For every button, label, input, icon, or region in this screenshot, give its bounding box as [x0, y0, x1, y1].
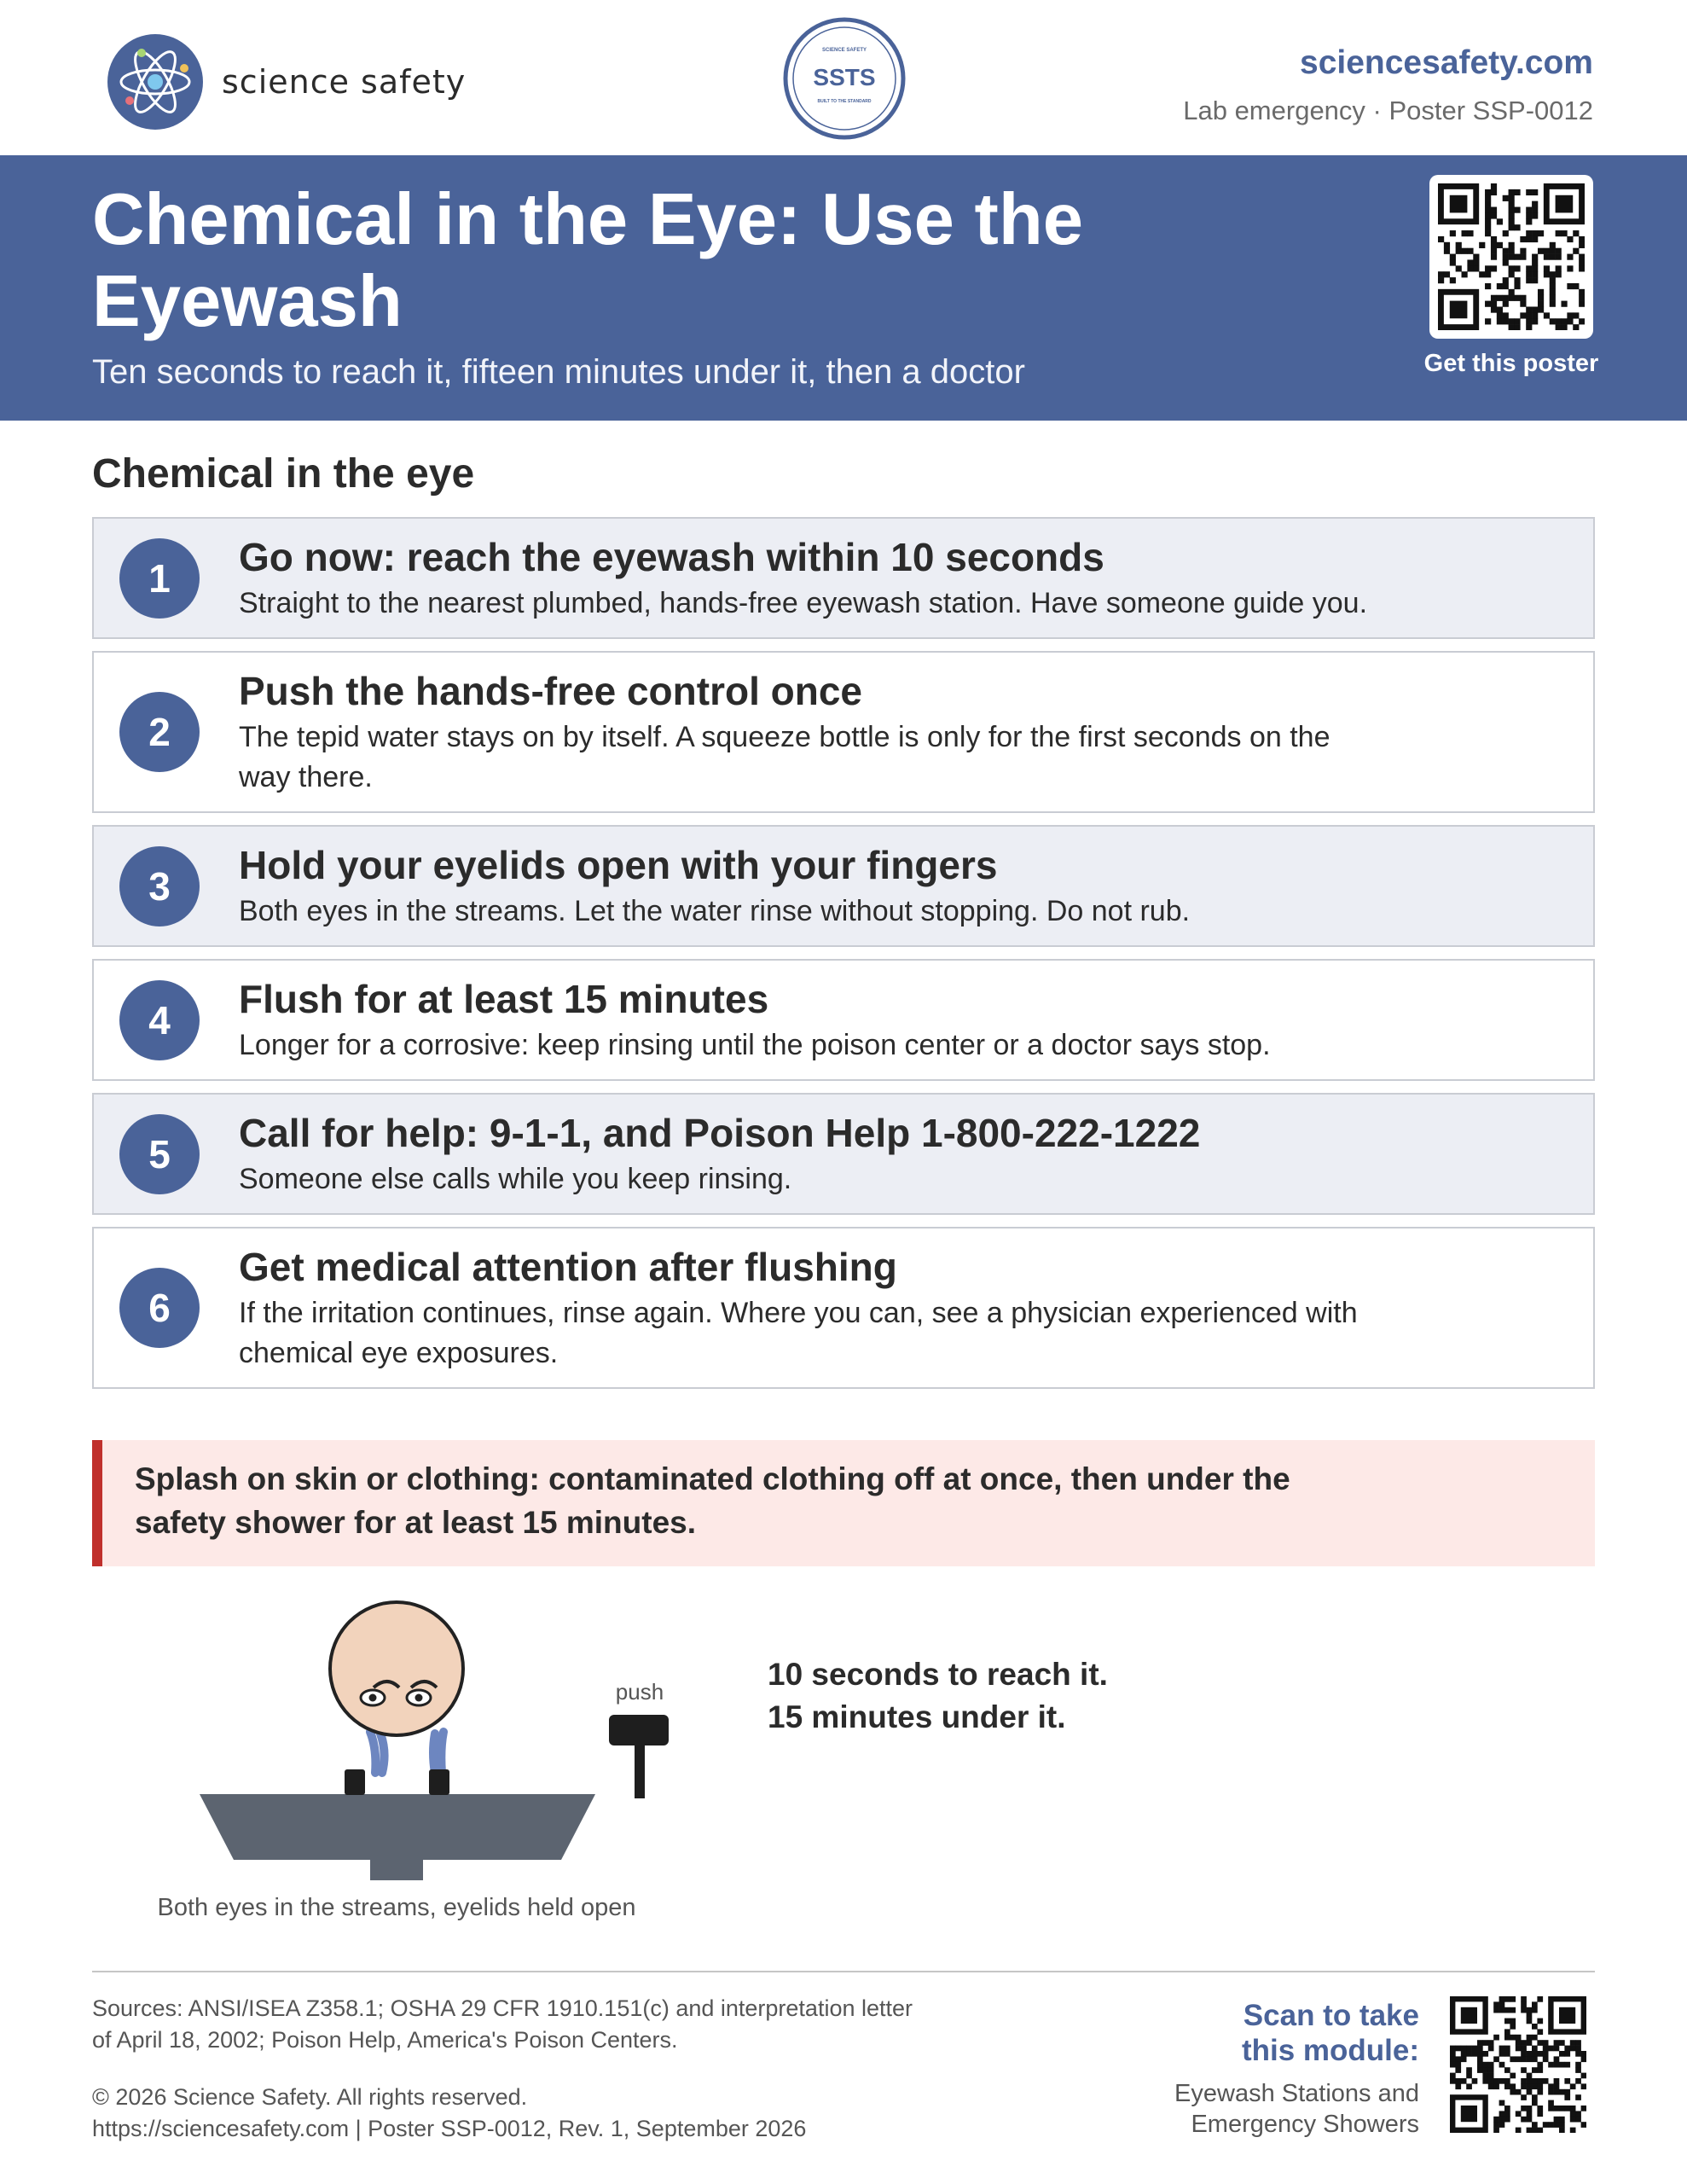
step-item [92, 1227, 1595, 1389]
step-description: Someone else calls while you keep rinsing. [239, 1163, 792, 1195]
sources-line-2: of April 18, 2002; Poison Help, America's Poison Centers. [92, 2027, 678, 2053]
left-nozzle [345, 1769, 365, 1795]
page-subtitle: Ten seconds to reach it, fifteen minutes under it, then a doctor [92, 353, 1025, 391]
person-head [330, 1602, 463, 1735]
step-heading: Push the hands-free control once [239, 669, 862, 713]
step-number: 6 [119, 1268, 200, 1348]
step-item [92, 651, 1595, 813]
module-name [1174, 2078, 1419, 2140]
skin-splash-warning [92, 1440, 1595, 1566]
atom-icon [107, 34, 203, 130]
push-handle-stem [635, 1744, 645, 1798]
step-description: If the irritation continues, rinse again. Where you can, see a physician experienced with chemical eye exposures. [239, 1297, 1358, 1369]
step-number: 3 [119, 846, 200, 926]
copyright-block [92, 2082, 806, 2145]
steps-list [92, 517, 1595, 1401]
step-description: Longer for a corrosive: keep rinsing until the poison center or a doctor says stop. [239, 1029, 1271, 1061]
warning-text: Splash on skin or clothing: contaminated clothing off at once, then under the safety shower for at least 15 minutes. [135, 1461, 1290, 1540]
module-qr-code[interactable] [1450, 1996, 1586, 2133]
step-heading: Go now: reach the eyewash within 10 seconds [239, 535, 1104, 579]
water-streams [370, 1732, 443, 1773]
step-heading: Hold your eyelids open with your fingers [239, 843, 998, 887]
slogan [768, 1653, 1108, 1739]
poster-qr-code[interactable] [1429, 175, 1593, 339]
step-item [92, 517, 1595, 639]
sources-line-1: Sources: ANSI/ISEA Z358.1; OSHA 29 CFR 1910.151(c) and interpretation letter [92, 1995, 913, 2021]
footer-divider [92, 1971, 1595, 1972]
step-heading: Call for help: 9-1-1, and Poison Help 1-800-222-1222 [239, 1111, 1201, 1155]
module-name-line-1: Eyewash Stations and [1174, 2080, 1419, 2107]
poster-reference[interactable]: https://sciencesafety.com | Poster SSP-0012, Rev. 1, September 2026 [92, 2116, 807, 2141]
page-title: Chemical in the Eye: Use the Eyewash [92, 179, 1084, 342]
site-url[interactable]: sciencesafety.com [1300, 44, 1593, 81]
slogan-line-1: 10 seconds to reach it. [768, 1657, 1108, 1692]
step-item [92, 825, 1595, 947]
illustration-caption: Both eyes in the streams, eyelids held open [157, 1894, 636, 1921]
brand-logo [107, 34, 466, 130]
step-description: The tepid water stays on by itself. A squeeze bottle is only for the first seconds on the way there. [239, 721, 1330, 793]
scan-heading: Scan to take this module: [1241, 1999, 1419, 2067]
title-band [0, 155, 1687, 421]
step-number: 5 [119, 1114, 200, 1194]
right-nozzle [429, 1769, 449, 1795]
qr-label: Get this poster [1423, 350, 1599, 377]
seal-top-text: SCIENCE SAFETY [821, 48, 867, 53]
seal-bottom-text: BUILT TO THE STANDARD [817, 99, 872, 104]
module-name-line-2: Emergency Showers [1191, 2111, 1419, 2138]
sources [92, 1993, 1013, 2056]
eyewash-illustration [188, 1595, 699, 1885]
step-description: Both eyes in the streams. Let the water rinse without stopping. Do not rub. [239, 895, 1191, 927]
section-title: Chemical in the eye [92, 451, 475, 497]
step-number: 1 [119, 538, 200, 619]
site-info [1183, 44, 1593, 126]
step-heading: Get medical attention after flushing [239, 1245, 897, 1289]
step-heading: Flush for at least 15 minutes [239, 977, 769, 1021]
brand-name: science safety [222, 63, 467, 101]
ssts-seal [783, 17, 906, 140]
step-item [92, 959, 1595, 1081]
eyewash-basin [200, 1794, 595, 1860]
push-label: push [615, 1679, 664, 1705]
scan-module-block [1174, 1998, 1419, 2140]
push-handle [609, 1715, 669, 1745]
slogan-line-2: 15 minutes under it. [768, 1699, 1066, 1734]
seal-main-text: SSTS [813, 64, 876, 90]
copyright: © 2026 Science Safety. All rights reserved. [92, 2084, 528, 2110]
poster-subtitle: Lab emergency · Poster SSP-0012 [1183, 96, 1593, 125]
step-number: 2 [119, 692, 200, 772]
step-item [92, 1093, 1595, 1215]
basin-drain [370, 1858, 423, 1880]
step-description: Straight to the nearest plumbed, hands-free eyewash station. Have someone guide you. [239, 587, 1368, 619]
step-number: 4 [119, 980, 200, 1060]
